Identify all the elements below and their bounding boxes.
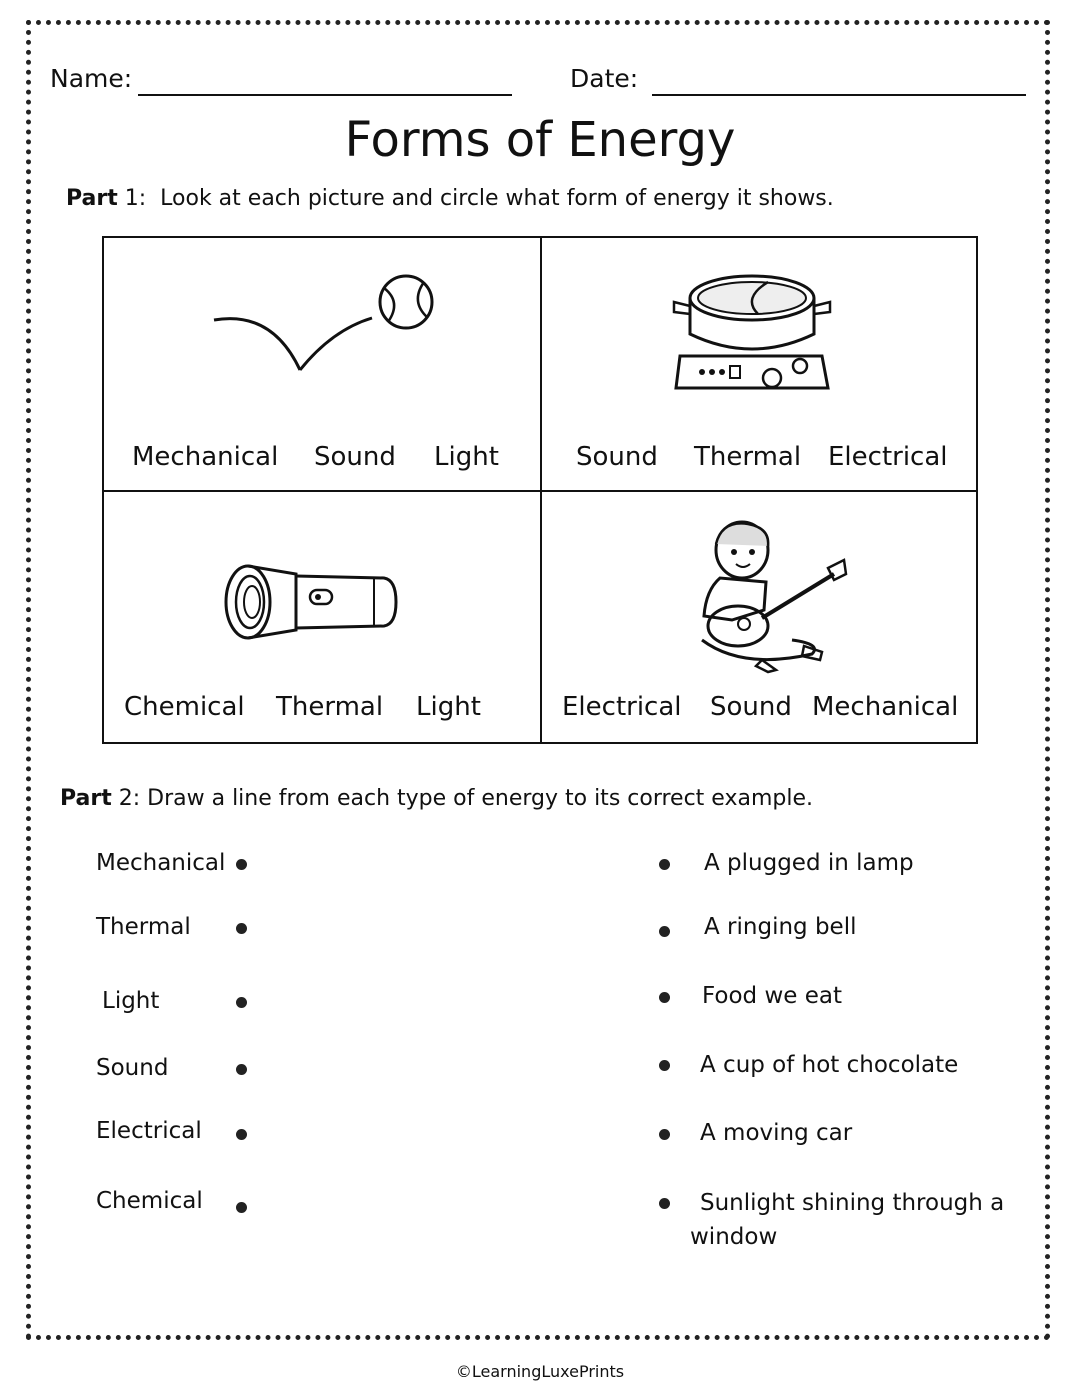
part2-label: Part (60, 786, 112, 811)
example-hot-chocolate: A cup of hot chocolate (700, 1052, 959, 1078)
hot-pot-on-stove-icon (672, 268, 832, 402)
energy-type-chemical: Chemical (96, 1188, 203, 1214)
name-input-line[interactable] (138, 94, 512, 96)
cell1-option-1[interactable]: Mechanical (132, 442, 279, 472)
right-dot-1[interactable] (659, 859, 670, 870)
part1-picture-grid (102, 236, 978, 744)
cell4-option-1[interactable]: Electrical (562, 692, 682, 722)
energy-type-light: Light (102, 988, 160, 1014)
page-title: Forms of Energy (344, 112, 736, 168)
bouncing-ball-icon (212, 274, 442, 384)
cell4-option-2[interactable]: Sound (710, 692, 792, 722)
cell2-option-1[interactable]: Sound (576, 442, 658, 472)
example-sunlight-line1: Sunlight shining through a (700, 1190, 1005, 1216)
right-dot-2[interactable] (659, 926, 670, 937)
example-plugged-lamp: A plugged in lamp (704, 850, 914, 876)
footer-copyright: ©LearningLuxePrints (455, 1362, 625, 1381)
cell3-option-2[interactable]: Thermal (276, 692, 384, 722)
example-sunlight-line2: window (690, 1224, 778, 1250)
left-dot-electrical[interactable] (236, 1129, 247, 1140)
right-dot-6[interactable] (659, 1198, 670, 1209)
right-dot-3[interactable] (659, 992, 670, 1003)
cell2-option-2[interactable]: Thermal (694, 442, 802, 472)
energy-type-mechanical: Mechanical (96, 850, 226, 876)
grid-horizontal-divider (104, 490, 976, 492)
energy-type-thermal: Thermal (96, 914, 191, 940)
left-dot-chemical[interactable] (236, 1202, 247, 1213)
date-input-line[interactable] (652, 94, 1026, 96)
part2-text: 2: Draw a line from each type of energy to its correct example. (111, 786, 813, 811)
left-dot-thermal[interactable] (236, 923, 247, 934)
part1-label: Part (66, 186, 118, 211)
right-dot-5[interactable] (659, 1129, 670, 1140)
date-label: Date: (570, 64, 639, 93)
energy-type-sound: Sound (96, 1055, 169, 1081)
right-dot-4[interactable] (659, 1060, 670, 1071)
part1-instruction (66, 186, 834, 211)
cell3-option-1[interactable]: Chemical (124, 692, 245, 722)
left-dot-light[interactable] (236, 997, 247, 1008)
part1-text: Look at each picture and circle what form of energy it shows. (160, 186, 834, 211)
left-dot-sound[interactable] (236, 1064, 247, 1075)
part1-number: 1: (117, 186, 147, 211)
cell2-option-3[interactable]: Electrical (828, 442, 948, 472)
cell4-option-3[interactable]: Mechanical (812, 692, 959, 722)
flashlight-icon (224, 564, 400, 644)
name-label: Name: (50, 64, 133, 93)
example-moving-car: A moving car (700, 1120, 853, 1146)
cell1-option-2[interactable]: Sound (314, 442, 396, 472)
example-food: Food we eat (702, 983, 842, 1009)
boy-playing-guitar-icon (692, 520, 852, 674)
example-ringing-bell: A ringing bell (704, 914, 857, 940)
energy-type-electrical: Electrical (96, 1118, 202, 1144)
cell3-option-3[interactable]: Light (416, 692, 481, 722)
left-dot-mechanical[interactable] (236, 859, 247, 870)
part2-instruction (60, 786, 813, 811)
cell1-option-3[interactable]: Light (434, 442, 499, 472)
